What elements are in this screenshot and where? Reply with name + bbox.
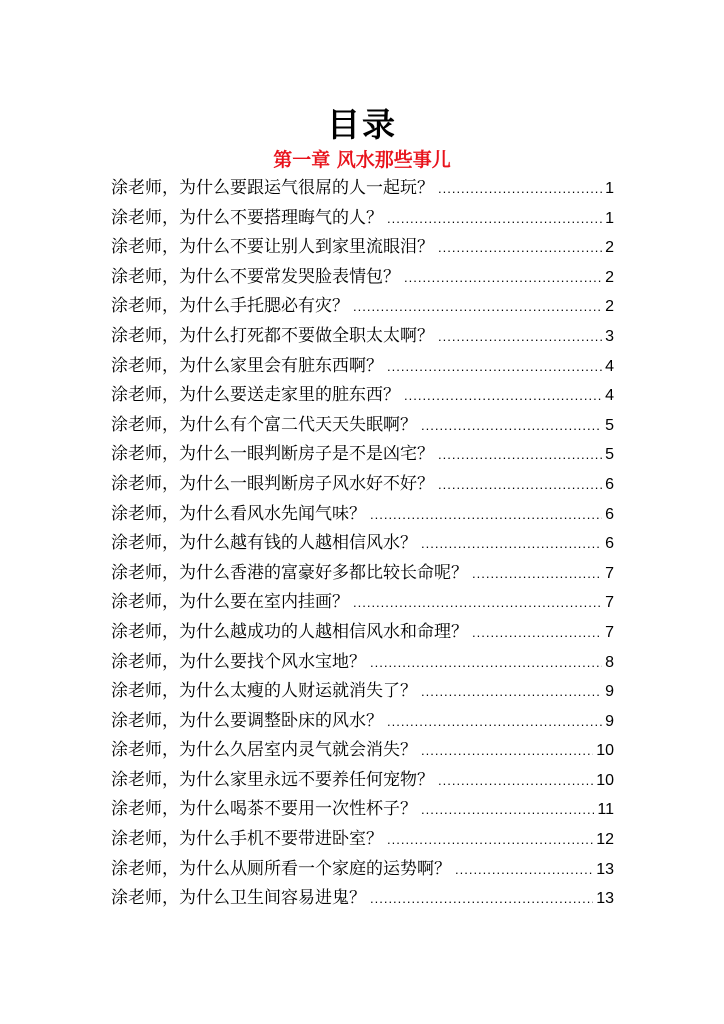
toc-entry[interactable]: [111, 707, 614, 737]
toc-entry-title: 涂老师，为什么太瘦的人财运就消失了？: [111, 681, 417, 702]
toc-page-number: 12: [596, 831, 614, 849]
toc-entry[interactable]: [111, 470, 614, 500]
toc-entry-title: 涂老师，为什么看风水先闻气味？: [111, 503, 366, 524]
toc-dot-leader: [438, 322, 602, 352]
toc-entry[interactable]: [111, 174, 614, 204]
toc-page-number: 7: [605, 623, 614, 641]
toc-entry-title: 涂老师，为什么喝茶不要用一次性杯子？: [111, 799, 417, 820]
toc-entry-title: 涂老师，为什么要送走家里的脏东西？: [111, 385, 400, 406]
toc-entry-title: 涂老师，为什么久居室内灵气就会消失？: [111, 740, 417, 761]
toc-entry[interactable]: [111, 855, 614, 885]
toc-entry[interactable]: [111, 736, 614, 766]
toc-entry[interactable]: [111, 500, 614, 530]
toc-page-number: 5: [605, 416, 614, 434]
toc-entry-title: 涂老师，为什么手机不要带进卧室？: [111, 829, 383, 850]
toc-entry[interactable]: [111, 766, 614, 796]
toc-dot-leader: [438, 440, 602, 470]
toc-entry[interactable]: [111, 648, 614, 678]
toc-entry-title: 涂老师，为什么手托腮必有灾？: [111, 296, 349, 317]
toc-page-number: 9: [605, 683, 614, 701]
toc-dot-leader: [421, 736, 593, 766]
toc-entry[interactable]: [111, 559, 614, 589]
toc-entry[interactable]: [111, 263, 614, 293]
toc-entry[interactable]: [111, 529, 614, 559]
toc-entry-title: 涂老师，为什么不要让别人到家里流眼泪？: [111, 237, 434, 258]
toc-dot-leader: [370, 884, 593, 914]
toc-page-number: 2: [605, 268, 614, 286]
toc-entry-title: 涂老师，为什么不要常发哭脸表情包？: [111, 266, 400, 287]
toc-dot-leader: [421, 529, 602, 559]
toc-entry[interactable]: [111, 825, 614, 855]
toc-entry-title: 涂老师，为什么越有钱的人越相信风水？: [111, 533, 417, 554]
toc-page-number: 3: [605, 327, 614, 345]
toc-entry-title: 涂老师，为什么香港的富豪好多都比较长命呢？: [111, 562, 468, 583]
toc-entry[interactable]: [111, 618, 614, 648]
toc-page-number: 4: [605, 387, 614, 405]
toc-dot-leader: [387, 707, 602, 737]
toc-entry-title: 涂老师，为什么家里永远不要养任何宠物？: [111, 769, 434, 790]
toc-dot-leader: [353, 292, 602, 322]
toc-entry-title: 涂老师，为什么卫生间容易进鬼？: [111, 888, 366, 909]
toc-dot-leader: [370, 648, 602, 678]
toc-dot-leader: [455, 855, 593, 885]
toc-page-number: 1: [605, 180, 614, 197]
toc-page-number: 6: [605, 535, 614, 553]
toc-entry[interactable]: [111, 795, 614, 825]
toc-entry[interactable]: [111, 322, 614, 352]
toc-dot-leader: [438, 470, 602, 500]
toc-entry[interactable]: [111, 440, 614, 470]
toc-page-number: 13: [596, 860, 614, 878]
toc-dot-leader: [438, 233, 602, 263]
toc-page-number: 2: [605, 239, 614, 257]
toc-dot-leader: [370, 500, 602, 530]
toc-dot-leader: [404, 381, 602, 411]
toc-entry[interactable]: [111, 292, 614, 322]
toc-page-number: 4: [605, 357, 614, 375]
toc-entry-title: 涂老师，为什么要调整卧床的风水？: [111, 710, 383, 731]
toc-page-number: 7: [605, 564, 614, 582]
toc-page-number: 7: [605, 594, 614, 612]
toc-page-number: 10: [596, 742, 614, 760]
toc-dot-leader: [421, 677, 602, 707]
toc-entry[interactable]: [111, 352, 614, 382]
toc-entry-title: 涂老师，为什么越成功的人越相信风水和命理？: [111, 621, 468, 642]
toc-entry[interactable]: [111, 204, 614, 234]
toc-entry[interactable]: [111, 411, 614, 441]
toc-page-number: 13: [596, 890, 614, 908]
toc-entry-title: 涂老师，为什么要在室内挂画？: [111, 592, 349, 613]
toc-dot-leader: [404, 263, 602, 293]
table-of-contents: [111, 174, 614, 914]
toc-entry[interactable]: [111, 884, 614, 914]
toc-dot-leader: [472, 559, 602, 589]
toc-dot-leader: [387, 352, 602, 382]
toc-page-number: 6: [605, 475, 614, 493]
toc-page-number: 1: [605, 209, 614, 227]
toc-page-number: 5: [605, 446, 614, 464]
toc-page-number: 8: [605, 653, 614, 671]
toc-entry-title: 涂老师，为什么一眼判断房子风水好不好？: [111, 473, 434, 494]
toc-entry-title: 涂老师，为什么一眼判断房子是不是凶宅？: [111, 444, 434, 465]
toc-page-number: 11: [597, 801, 614, 819]
toc-page-number: 9: [605, 712, 614, 730]
toc-dot-leader: [421, 411, 602, 441]
chapter-title: 第一章 风水那些事儿: [273, 149, 451, 171]
page-title: 目录: [327, 105, 397, 144]
toc-dot-leader: [421, 795, 594, 825]
toc-entry-title: 涂老师，为什么家里会有脏东西啊？: [111, 355, 383, 376]
toc-entry-title: 涂老师，为什么打死都不要做全职太太啊？: [111, 325, 434, 346]
toc-dot-leader: [353, 588, 602, 618]
toc-dot-leader: [438, 766, 593, 796]
toc-page-number: 10: [596, 771, 614, 789]
toc-entry[interactable]: [111, 381, 614, 411]
toc-entry[interactable]: [111, 233, 614, 263]
toc-dot-leader: [472, 618, 602, 648]
toc-dot-leader: [438, 174, 602, 204]
toc-dot-leader: [387, 204, 602, 234]
toc-entry-title: 涂老师，为什么要跟运气很屌的人一起玩？: [111, 178, 434, 198]
toc-entry-title: 涂老师，为什么不要搭理晦气的人？: [111, 207, 383, 228]
toc-dot-leader: [387, 825, 593, 855]
toc-entry-title: 涂老师，为什么从厕所看一个家庭的运势啊？: [111, 858, 451, 879]
toc-entry-title: 涂老师，为什么有个富二代天天失眠啊？: [111, 414, 417, 435]
toc-page-number: 2: [605, 298, 614, 316]
toc-entry[interactable]: [111, 677, 614, 707]
toc-entry-title: 涂老师，为什么要找个风水宝地？: [111, 651, 366, 672]
toc-page-number: 6: [605, 505, 614, 523]
toc-entry[interactable]: [111, 588, 614, 618]
